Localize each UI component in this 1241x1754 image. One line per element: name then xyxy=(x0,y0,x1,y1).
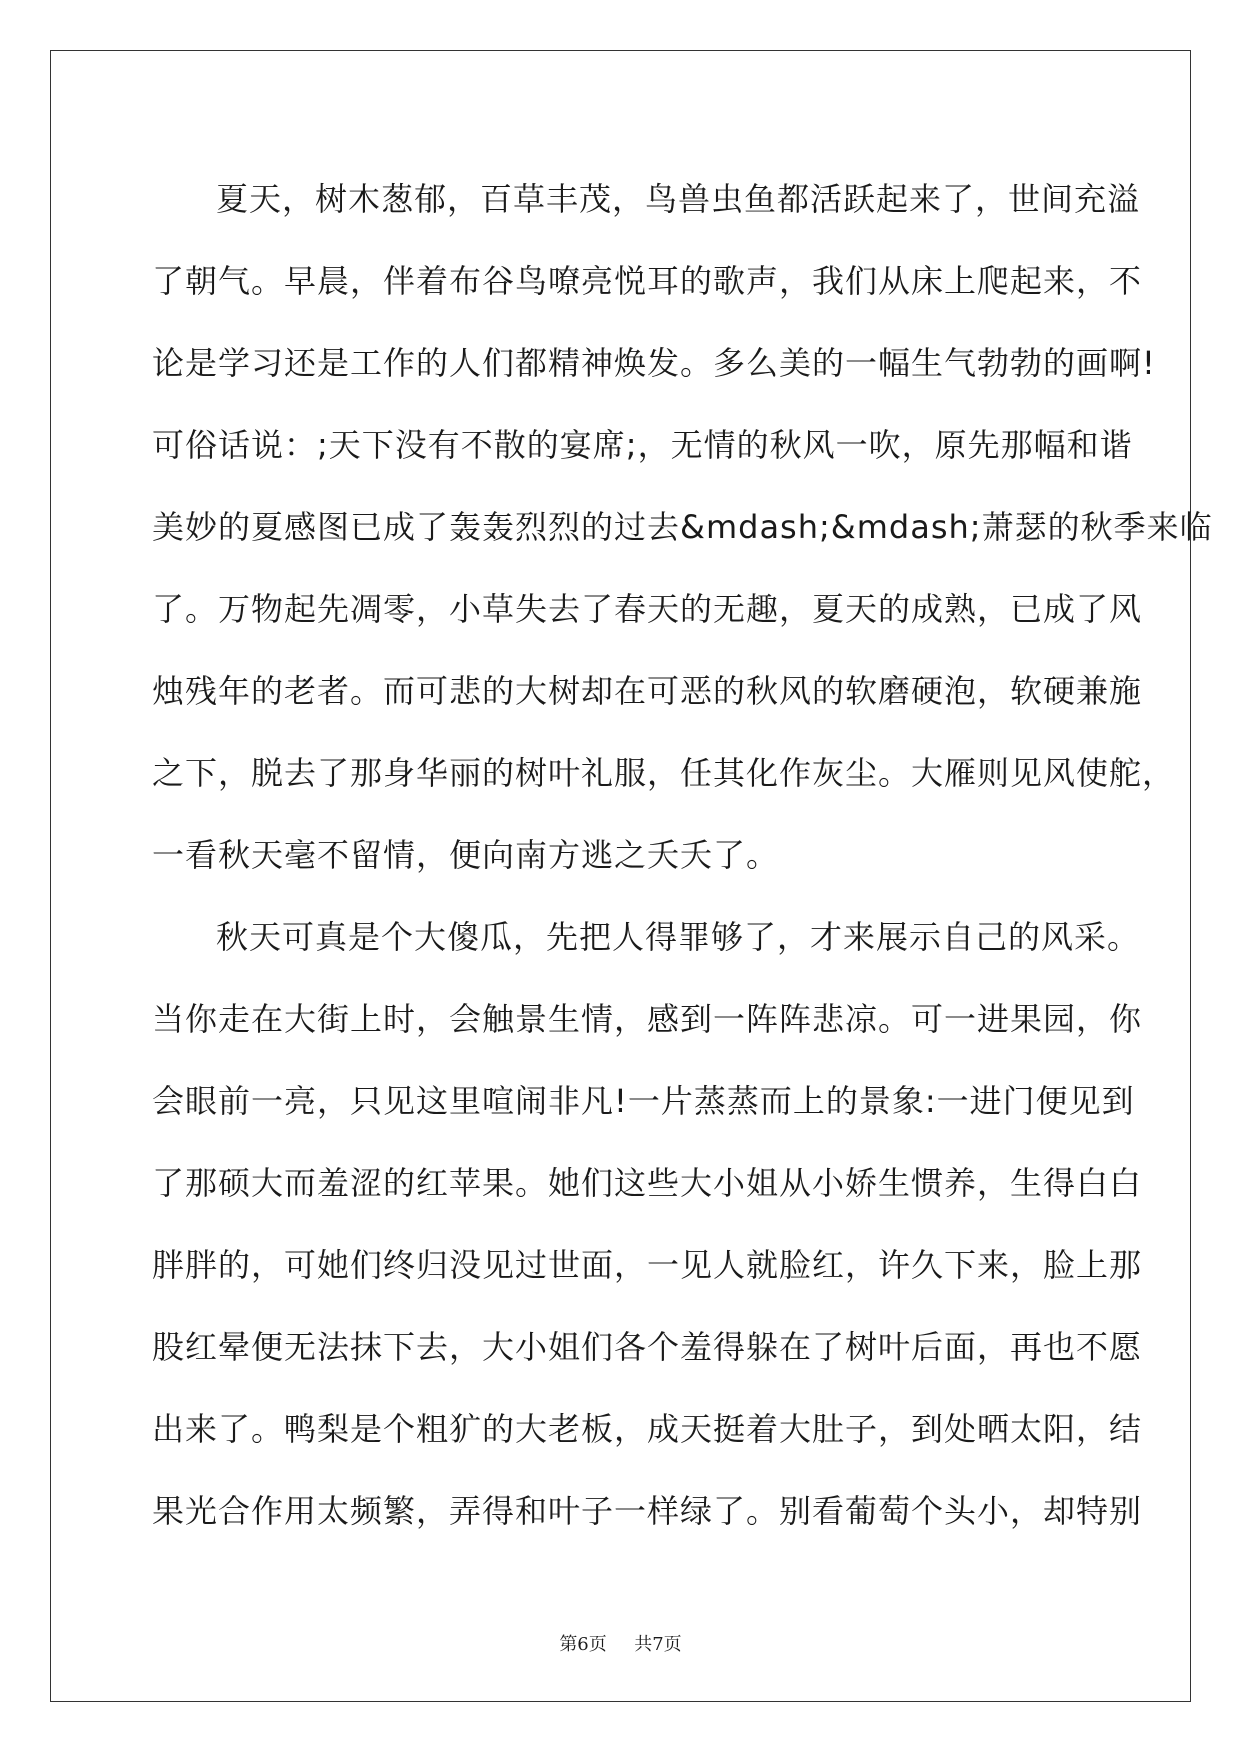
text-line: 了朝气。早晨，伴着布谷鸟嘹亮悦耳的歌声，我们从床上爬起来，不 xyxy=(152,262,1143,300)
text-line: 烛残年的老者。而可悲的大树却在可恶的秋风的软磨硬泡，软硬兼施 xyxy=(152,672,1143,710)
text-line: 股红晕便无法抹下去，大小姐们各个羞得躲在了树叶后面，再也不愿 xyxy=(152,1328,1143,1366)
text-line: 了。万物起先凋零，小草失去了春天的无趣，夏天的成熟，已成了风 xyxy=(152,590,1143,628)
page-number-total: 共7页 xyxy=(634,1634,682,1655)
text-line: 会眼前一亮，只见这里喧闹非凡!一片蒸蒸而上的景象:一进门便见到 xyxy=(152,1082,1135,1120)
document-body xyxy=(152,158,1213,1552)
text-line: 夏天，树木葱郁，百草丰茂，鸟兽虫鱼都活跃起来了，世间充溢 xyxy=(216,180,1141,218)
text-line: 胖胖的，可她们终归没见过世面，一见人就脸红，许久下来，脸上那 xyxy=(152,1246,1143,1284)
text-line: 果光合作用太频繁，弄得和叶子一样绿了。别看葡萄个头小，却特别 xyxy=(152,1492,1143,1530)
text-line: 可俗话说：;天下没有不散的宴席;，无情的秋风一吹，原先那幅和谐 xyxy=(152,426,1133,464)
text-line: 之下，脱去了那身华丽的树叶礼服，任其化作灰尘。大雁则见风使舵， xyxy=(152,754,1176,792)
text-line: 了那硕大而羞涩的红苹果。她们这些大小姐从小娇生惯养，生得白白 xyxy=(152,1164,1143,1202)
text-line: 一看秋天毫不留情，便向南方逃之夭夭了。 xyxy=(152,836,780,874)
text-line: 当你走在大街上时，会触景生情，感到一阵阵悲凉。可一进果园，你 xyxy=(152,1000,1143,1038)
text-line: 美妙的夏感图已成了轰轰烈烈的过去&mdash;&mdash;萧瑟的秋季来临 xyxy=(152,508,1213,546)
page-number-current: 第6页 xyxy=(559,1634,607,1655)
text-line: 论是学习还是工作的人们都精神焕发。多么美的一幅生气勃勃的画啊! xyxy=(152,344,1156,382)
text-line: 出来了。鸭梨是个粗犷的大老板，成天挺着大肚子，到处晒太阳，结 xyxy=(152,1410,1143,1448)
page-footer xyxy=(0,1630,1241,1656)
text-line: 秋天可真是个大傻瓜，先把人得罪够了，才来展示自己的风采。 xyxy=(216,918,1141,956)
